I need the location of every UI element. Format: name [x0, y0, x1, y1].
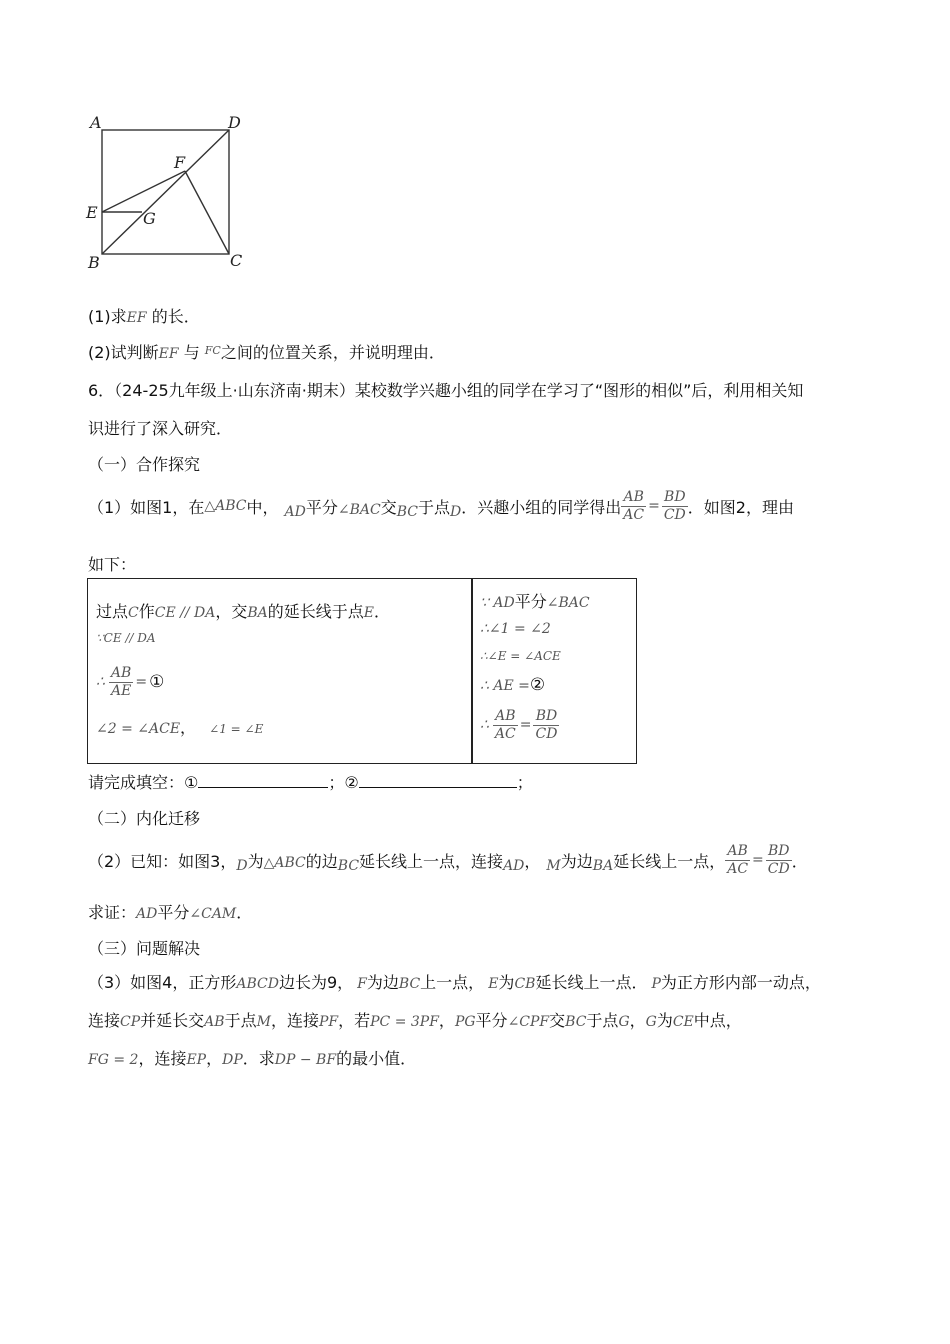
proof-table [87, 578, 637, 764]
square-figure [80, 110, 260, 280]
fraction-ab-ae: $\frac{AB}{AE}$ [110, 664, 132, 699]
segment-ef [102, 171, 185, 212]
section-heading-2: （二）内化迁移 [88, 809, 201, 828]
right-line-2: ∴∠1 = ∠2 [480, 621, 551, 637]
q6-intro-line2: 识进行了深入研究． [88, 419, 233, 438]
fraction-bd-cd: $\frac{BD}{CD}$ [663, 488, 686, 523]
right-line-4: ∴ AE =② [480, 675, 546, 695]
section-heading-1: （一）合作探究 [88, 455, 201, 474]
right-line-5: ∴ $\frac{AB}{AC}$ = $\frac{BD}{CD}$ [480, 707, 558, 742]
blank-1-input[interactable] [198, 773, 328, 788]
blank-1-marker: ① [149, 672, 165, 692]
q6-part3-line1: （3）如图4，正方形ABCD边长为9， F为边BC上一点， E为CB延长线上一点． P为正方形内部一动点， [88, 973, 821, 992]
label-f: F [174, 153, 186, 172]
left-line-3: ∴ $\frac{AB}{AE}$ = ① [96, 664, 165, 699]
label-d: D [228, 113, 241, 132]
q6-part2-line1: （2）已知：如图3， D 为 △ABC 的边 BC 延长线上一点，连接 AD ， M 为边 BA 延长线上一点， $\frac{AB}{AC}$ = $\frac{BD}{CD}$ ． [88, 842, 808, 877]
label-c: C [230, 251, 243, 270]
table-divider [471, 579, 473, 763]
fraction-bd-cd-3: $\frac{BD}{CD}$ [767, 842, 790, 877]
label-b: B [88, 253, 100, 272]
segment-fc [185, 171, 229, 254]
label-g: G [143, 209, 156, 228]
blank-2-input[interactable] [359, 773, 517, 788]
q6-part1-line1: （1）如图1，在 △ABC 中， AD 平分 ∠BAC 交 BC 于点 D ．兴趣小组的同学得出 $\frac{AB}{AC}$ = $\frac{BD}{CD}$ ．如图2，理由 [88, 488, 794, 523]
q6-intro-line1: 6．（24-25九年级上·山东济南·期末）某校数学兴趣小组的同学在学习了“图形的相似”后，利用相关知 [88, 381, 804, 400]
fraction-bd-cd-2: $\frac{BD}{CD}$ [535, 707, 558, 742]
fraction-ab-ac-2: $\frac{AB}{AC}$ [494, 707, 516, 742]
q5-part1: (1)求EF 的长． [88, 307, 200, 326]
q6-part1-line2: 如下： [88, 555, 137, 574]
left-line-1: 过点C作CE // DA，交BA的延长线于点E． [96, 602, 391, 621]
fraction-ab-ac-3: $\frac{AB}{AC}$ [727, 842, 749, 877]
label-e: E [86, 203, 98, 222]
blank-2-marker: ② [529, 675, 546, 695]
fraction-ab-ac: $\frac{AB}{AC}$ [623, 488, 645, 523]
right-line-1: ∵ AD平分∠BAC [480, 592, 590, 611]
left-line-4: ∠2 = ∠ACE， ∠1 = ∠E [96, 718, 264, 737]
section-heading-3: （三）问题解决 [88, 939, 201, 958]
left-line-2: ∵CE // DA [96, 631, 156, 645]
q5-part2: (2)试判断EF 与 $^{FC}$之间的位置关系，并说明理由． [88, 343, 445, 362]
label-a: A [90, 113, 102, 132]
diagonal-bd [102, 130, 229, 254]
q6-part3-line3: FG = 2，连接EP，DP．求DP − BF的最小值． [88, 1049, 417, 1068]
right-line-3: ∴∠E = ∠ACE [480, 649, 561, 663]
q6-part3-line2: 连接CP并延长交AB于点M，连接PF，若PC = 3PF，PG平分∠CPF交BC于点G，G为CE中点， [88, 1011, 742, 1030]
fill-in-blanks: 请完成填空：① ；② ； [88, 773, 533, 792]
q6-part2-prove: 求证：AD平分∠CAM． [88, 903, 253, 922]
